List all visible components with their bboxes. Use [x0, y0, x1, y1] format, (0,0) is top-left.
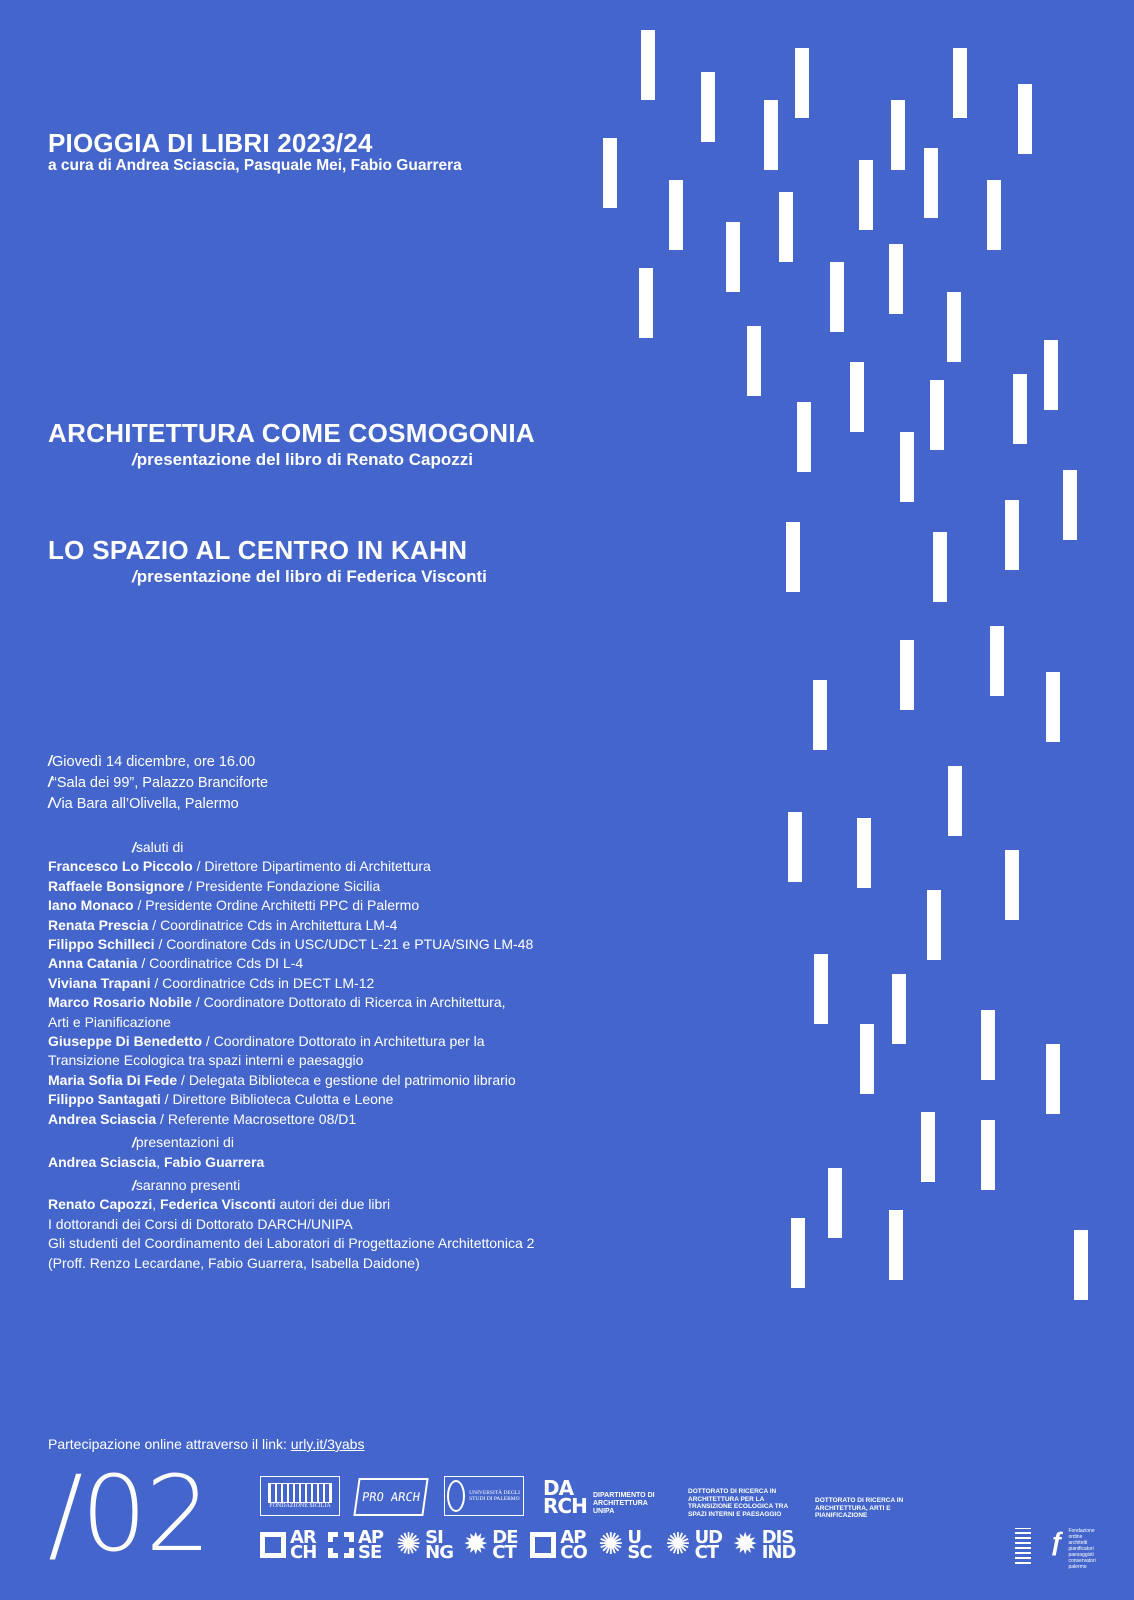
- fondazione-ordine-logo: [1050, 1528, 1102, 1570]
- greeting-person: [48, 974, 688, 993]
- greeting-person: [48, 857, 688, 876]
- darch-label: DIPARTIMENTO DI ARCHITETTURA UNIPA: [593, 1492, 655, 1515]
- talk-2-title: LO SPAZIO AL CENTRO IN KAHN: [48, 535, 468, 565]
- udct-code: UD CT: [694, 1527, 723, 1563]
- online-link[interactable]: urly.it/3yabs: [290, 1436, 365, 1452]
- person-name: Renata Prescia: [48, 916, 149, 933]
- person-role: / Coordinatrice Cds in Architettura LM-4: [148, 916, 398, 933]
- attendees-rest: autori dei due libri: [275, 1196, 391, 1213]
- presenter-name: Andrea Sciascia: [48, 1153, 157, 1170]
- greetings-heading: [48, 838, 688, 857]
- person-name: Andrea Sciascia: [48, 1110, 157, 1127]
- presenter-name: Fabio Guarrera: [163, 1153, 265, 1170]
- sunburst-icon: ✹: [732, 1528, 758, 1561]
- separator: ,: [152, 1196, 161, 1213]
- greeting-person: [48, 877, 688, 896]
- rosette-icon: ✺: [598, 1528, 624, 1561]
- person-role-continued: Arti e Pianificazione: [48, 1013, 171, 1030]
- person-role: / Direttore Dipartimento di Architettura: [192, 858, 431, 875]
- unipa-seal-icon: [447, 1480, 465, 1512]
- greeting-person: [48, 935, 688, 954]
- presentations-heading-text: presentazioni di: [135, 1134, 234, 1151]
- fondazione-label: FONDAZIONE SICILIA: [269, 1503, 331, 1509]
- event-hall: [48, 773, 268, 794]
- person-name: Viviana Trapani: [48, 974, 151, 991]
- slash-mark: /: [48, 775, 53, 791]
- person-role: / Presidente Ordine Architetti PPC di Palermo: [133, 897, 420, 914]
- slash-mark: /: [132, 1134, 136, 1151]
- f-mark-icon: ƒ: [1050, 1526, 1065, 1556]
- presenters: [48, 1153, 688, 1172]
- dottorato-aap-label: DOTTORATO DI RICERCA IN ARCHITETTURA, ARTI E PIANIFICAZIONE: [815, 1497, 904, 1519]
- author-name: Federica Visconti: [160, 1196, 276, 1213]
- person-role: / Coordinatrice Cds in DECT LM-12: [150, 974, 375, 991]
- person-role: / Coordinatrice Cds DI L-4: [137, 955, 304, 972]
- greeting-person: [48, 1071, 688, 1090]
- person-name: Francesco Lo Piccolo: [48, 858, 193, 875]
- slash-mark: /: [132, 1176, 136, 1193]
- greeting-person: [48, 896, 688, 915]
- person-name: Maria Sofia Di Fede: [48, 1071, 178, 1088]
- author-name: Renato Capozzi: [48, 1196, 153, 1213]
- person-name: Filippo Schilleci: [48, 936, 155, 953]
- greetings-people: [48, 857, 688, 1129]
- event-number: /02: [48, 1453, 210, 1575]
- attendees-heading: [48, 1176, 688, 1195]
- apco-badge: [530, 1527, 590, 1563]
- ordine-architetti-logo: [1015, 1528, 1031, 1564]
- arch-code: AR CH: [290, 1527, 317, 1563]
- curators: a cura di Andrea Sciascia, Pasquale Mei, Fabio Guarrera: [48, 157, 462, 174]
- person-name: Marco Rosario Nobile: [48, 994, 192, 1011]
- online-participation: [48, 1436, 364, 1452]
- separator: ,: [156, 1153, 164, 1170]
- person-name: Raffaele Bonsignore: [48, 877, 185, 894]
- attendees-line-3: Gli studenti del Coordinamento dei Laboratori di Progettazione Architettonica 2: [48, 1235, 535, 1252]
- greeting-person: [48, 1090, 688, 1109]
- square-icon: [530, 1532, 556, 1558]
- greetings-heading-text: saluti di: [135, 839, 184, 855]
- person-name: Anna Catania: [48, 955, 138, 972]
- event-address: [48, 794, 268, 815]
- sing-badge: [396, 1527, 455, 1563]
- greeting-person: [48, 993, 688, 1012]
- dect-code: DE CT: [492, 1527, 518, 1563]
- talk-2-subtitle: [132, 567, 487, 587]
- fondazione-sicilia-logo: [260, 1476, 340, 1516]
- slash-mark: /: [132, 567, 137, 586]
- person-role: / Delegata Biblioteca e gestione del patrimonio librario: [177, 1071, 516, 1088]
- talk-2-subtitle-text: presentazione del libro di Federica Visconti: [136, 567, 487, 586]
- online-text: Partecipazione online attraverso il link:: [48, 1436, 291, 1452]
- greeting-person: [48, 1032, 688, 1051]
- apse-code: AP SE: [358, 1527, 384, 1563]
- person-role: / Presidente Fondazione Sicilia: [184, 877, 381, 894]
- apse-badge: [328, 1527, 388, 1563]
- slash-mark: /: [132, 450, 137, 469]
- talk-1-subtitle-text: presentazione del libro di Renato Capozzi: [136, 450, 473, 469]
- person-name: Giuseppe Di Benedetto: [48, 1033, 203, 1050]
- talk-1-title: ARCHITETTURA COME COSMOGONIA: [48, 418, 535, 448]
- dect-badge: [463, 1527, 522, 1563]
- dottorato-transizione-label: DOTTORATO DI RICERCA IN ARCHITETTURA PER LA TRANSIZIONE ECOLOGICA TRA SPAZI INTERNI E PAESAGGIO: [688, 1488, 788, 1518]
- unipa-label: UNIVERSITÀ DEGLI STUDI DI PALERMO: [469, 1490, 520, 1502]
- person-role: / Coordinatore Cds in USC/UDCT L-21 e PTUA/SING LM-48: [154, 936, 534, 953]
- greeting-person: [48, 1110, 688, 1129]
- event-info: [48, 752, 268, 815]
- rosette-icon: ✺: [665, 1528, 691, 1561]
- usc-code: U SC: [627, 1527, 652, 1563]
- person-role: / Coordinatore Dottorato in Architettura per la: [202, 1033, 485, 1050]
- apco-code: AP CO: [560, 1527, 587, 1563]
- disind-code: DIS IND: [761, 1527, 796, 1563]
- event-date: [48, 752, 268, 773]
- presentations-heading: [48, 1133, 688, 1152]
- darch-mark: DA RCH: [543, 1476, 587, 1518]
- sunburst-icon: ✹: [463, 1528, 489, 1561]
- person-role: / Direttore Biblioteca Culotta e Leone: [160, 1091, 394, 1108]
- dashed-square-icon: [328, 1532, 354, 1558]
- slash-mark: /: [132, 839, 136, 855]
- attendees-line-1: [48, 1195, 688, 1214]
- attendees-line-2: I dottorandi dei Corsi di Dottorato DARCH/UNIPA: [48, 1215, 353, 1232]
- person-name: Iano Monaco: [48, 897, 134, 914]
- arch-badge: [260, 1527, 320, 1563]
- sing-code: SI NG: [425, 1527, 453, 1563]
- fondazione-ordine-label: Fondazione ordine architetti pianificatori paesaggisti conservatori palermo: [1068, 1528, 1096, 1570]
- event-date-text: Giovedì 14 dicembre, ore 16.00: [52, 754, 256, 770]
- proarch-logo: PRO ARCH: [353, 1478, 428, 1516]
- slash-mark: /: [48, 754, 53, 770]
- attendees-heading-text: saranno presenti: [135, 1176, 241, 1193]
- attendees-line-4: (Proff. Renzo Lecardane, Fabio Guarrera, Isabella Daidone): [48, 1254, 420, 1271]
- unipa-logo: [444, 1476, 524, 1516]
- person-role: / Referente Macrosettore 08/D1: [156, 1110, 357, 1127]
- person-name: Filippo Santagati: [48, 1091, 161, 1108]
- disind-badge: [732, 1527, 798, 1563]
- event-hall-text: “Sala dei 99”, Palazzo Branciforte: [52, 775, 269, 791]
- talk-1-subtitle: [132, 450, 473, 470]
- slash-mark: /: [48, 796, 53, 812]
- event-address-text: Via Bara all’Olivella, Palermo: [52, 796, 239, 812]
- palace-icon: [268, 1483, 332, 1503]
- participants-list: [48, 838, 688, 1273]
- greeting-person: [48, 954, 688, 973]
- usc-badge: [598, 1527, 657, 1563]
- rosette-icon: ✺: [396, 1528, 422, 1561]
- square-icon: [260, 1532, 286, 1558]
- course-badges: [260, 1527, 798, 1563]
- event-series-title: PIOGGIA DI LIBRI 2023/24: [48, 128, 373, 158]
- person-role: / Coordinatore Dottorato di Ricerca in Architettura,: [191, 994, 506, 1011]
- greeting-person: [48, 916, 688, 935]
- person-role-continued: Transizione Ecologica tra spazi interni e paesaggio: [48, 1052, 364, 1069]
- darch-logo: [543, 1478, 665, 1516]
- udct-badge: [665, 1527, 724, 1563]
